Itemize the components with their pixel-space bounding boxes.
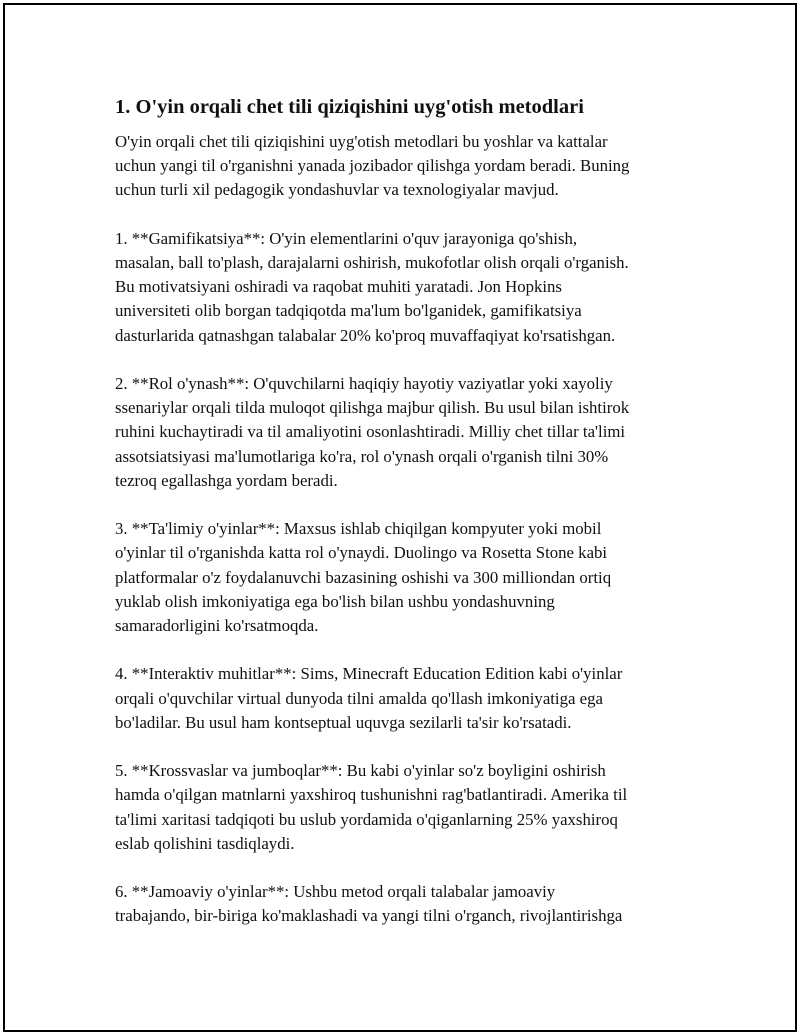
paragraph-jamoaviy-oyinlar: 6. **Jamoaviy o'yinlar**: Ushbu metod orqali talabalar jamoaviy trabajando, bir-biriga ko'maklashadi va yangi tilni o'rganch, rivojlantirishga	[115, 882, 623, 926]
paragraph-krossvaslar: 5. **Krossvaslar va jumboqlar**: Bu kabi o'yinlar so'z boyligini oshirish hamda o'qilgan matnlarni yaxshiroq tushunishni rag'batlantiradi. Amerika til ta'limi xaritasi tadqiqoti bu uslub yordamida o'qiganlarning 25% yaxshiroq eslab qolishini tasdiqlaydi.	[115, 761, 628, 853]
paragraph-gamifikatsiya: 1. **Gamifikatsiya**: O'yin elementlarini o'quv jarayoniga qo'shish, masalan, ball to'plash, darajalarni oshirish, mukofotlar olish orqali o'rganish. Bu motivatsiyani oshiradi va raqobat muhiti yaratadi. Jon Hopkins universiteti olib borgan tadqiqotda ma'lum bo'lganidek, gamifikatsiya dasturlarida qatnashgan talabalar 20% ko'proq muvaffaqiyat ko'rsatishgan.	[115, 228, 629, 345]
document-title: 1. O'yin orqali chet tili qiziqishini uyg'otish metodlari	[115, 96, 584, 118]
intro-paragraph: O'yin orqali chet tili qiziqishini uyg'otish metodlari bu yoshlar va kattalar uchun yangi til o'rganishni yanada jozibador qilishga yordam beradi. Buning uchun turli xil pedagogik yondashuvlar va texnologiyalar mavjud.	[115, 132, 630, 200]
paragraph-talimiy-oyinlar: 3. **Ta'limiy o'yinlar**: Maxsus ishlab chiqilgan kompyuter yoki mobil o'yinlar til o'rganishda katta rol o'ynaydi. Duolingo va Rosetta Stone kabi platformalar o'z foydalanuvchi bazasining oshishi va 300 milliondan ortiq yuklab olish imkoniyatiga ega bo'lish bilan ushbu yondashuvning samaradorligini ko'rsatmoqda.	[115, 519, 612, 636]
paragraph-interaktiv-muhitlar: 4. **Interaktiv muhitlar**: Sims, Minecraft Education Edition kabi o'yinlar orqali o'quvchilar virtual dunyoda tilni amalda qo'llash imkoniyatiga ega bo'ladilar. Bu usul ham kontseptual uquvga sezilarli ta'sir ko'rsatadi.	[115, 664, 623, 732]
paragraph-rol-oynash: 2. **Rol o'ynash**: O'quvchilarni haqiqiy hayotiy vaziyatlar yoki xayoliy ssenariylar orqali tilda muloqot qilishga majbur qilish. Bu usul bilan ishtirok ruhini kuchaytiradi va til amaliyotini osonlashtiradi. Milliy chet tillar ta'limi assotsiatsiyasi ma'lumotlariga ko'ra, rol o'ynash orqali o'rganish tilni 30% tezroq egallashga yordam beradi.	[115, 374, 630, 490]
document-body	[115, 94, 695, 953]
